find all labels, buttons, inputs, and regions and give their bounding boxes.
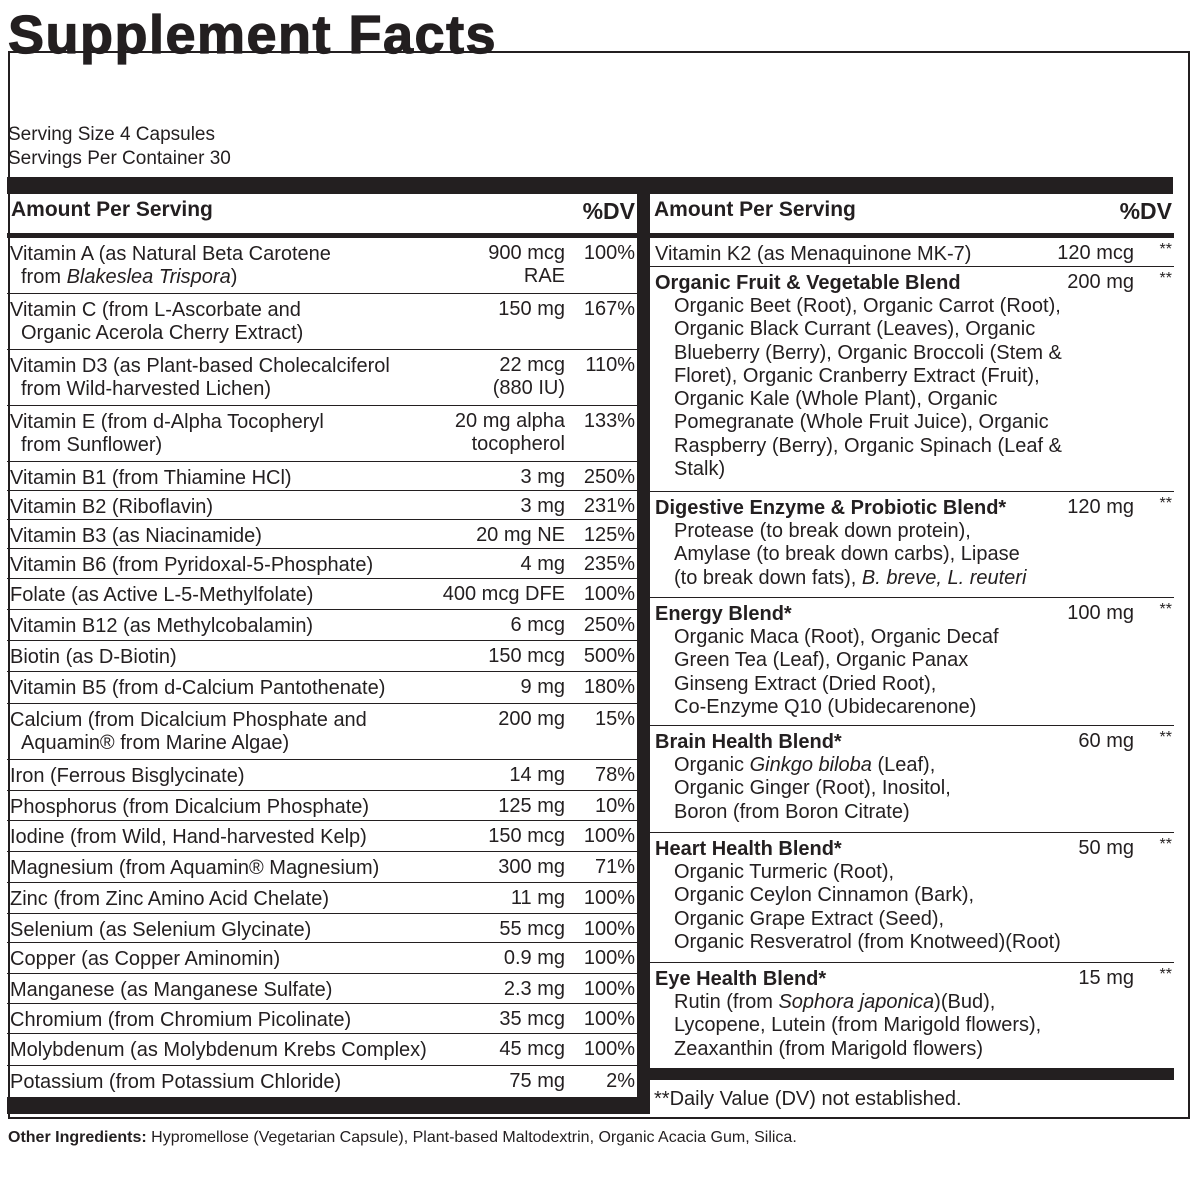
nutrient-amount (405, 856, 565, 879)
blend-name: Vitamin K2 (as Menaquinone MK-7) (655, 243, 972, 265)
nutrient-dv: 78% (594, 764, 635, 786)
nutrient-amount-line1: 4 mg (520, 553, 565, 575)
nutrient-row (7, 294, 637, 350)
nutrient-amount-line1: 35 mcg (499, 1008, 565, 1030)
blend-ingredient-line: Organic Black Currant (Leaves), Organic (674, 318, 1036, 341)
nutrient-amount (405, 825, 565, 848)
nutrient-name (10, 919, 450, 942)
nutrient-name (10, 467, 450, 490)
blend-name: Brain Health Blend* (655, 731, 842, 753)
nutrient-name (10, 584, 450, 607)
nutrient-amount-line1: 20 mg NE (476, 524, 565, 546)
blend-row (650, 726, 1174, 833)
nutrient-dv: 250% (583, 614, 635, 636)
nutrient-amount-line1: 22 mcg (499, 354, 565, 376)
nutrient-name-line1: Vitamin B5 (from d-Calcium Pantothenate) (10, 677, 386, 699)
ingredient-text: Organic (674, 754, 750, 776)
nutrient-dv: 100% (583, 825, 635, 847)
nutrient-row (7, 491, 637, 520)
blend-amount: 15 mg (1078, 967, 1134, 989)
nutrient-name-line1: Biotin (as D-Biotin) (10, 646, 177, 668)
nutrient-name-line1: Phosphorus (from Dicalcium Phosphate) (10, 796, 370, 818)
blend-ingredient-line: Organic Resveratrol (from Knotweed)(Root) (674, 930, 1061, 953)
nutrient-name (10, 948, 450, 971)
nutrient-amount-line1: 2.3 mg (503, 978, 565, 1000)
nutrient-name (10, 709, 450, 755)
ingredient-text: )(Bud), (934, 991, 996, 1013)
nutrient-name-line1: Potassium (from Potassium Chloride) (10, 1071, 342, 1093)
nutrient-row (7, 350, 637, 406)
nutrient-name-line1: Manganese (as Manganese Sulfate) (10, 979, 333, 1001)
bottom-bar-left (7, 1097, 637, 1114)
nutrient-amount (405, 495, 565, 518)
nutrient-row (7, 821, 637, 852)
nutrient-row (7, 791, 637, 821)
nutrient-amount (405, 645, 565, 668)
blend-amount: 60 mg (1078, 730, 1134, 752)
left-rows (7, 238, 637, 1097)
nutrient-name-line1: Iodine (from Wild, Hand-harvested Kelp) (10, 826, 367, 848)
nutrient-row (7, 1004, 637, 1034)
top-divider-bar (7, 177, 1173, 194)
blend-dv: ** (1159, 966, 1172, 983)
nutrient-source-text: from (21, 266, 67, 288)
blend-dv: ** (1159, 270, 1172, 287)
nutrient-dv: 167% (583, 298, 635, 320)
nutrient-amount (405, 1038, 565, 1061)
nutrient-amount (405, 978, 565, 1001)
blend-ingredients (674, 861, 1154, 954)
nutrient-amount (405, 947, 565, 970)
nutrient-name-line1: Chromium (from Chromium Picolinate) (10, 1009, 352, 1031)
nutrient-name-line2: Organic Acerola Cherry Extract) (21, 322, 304, 344)
nutrient-name-line2: from Wild-harvested Lichen) (21, 378, 272, 400)
nutrient-dv: 100% (583, 887, 635, 909)
blend-amount: 50 mg (1078, 837, 1134, 859)
blend-name: Organic Fruit & Vegetable Blend (655, 272, 961, 294)
nutrient-row (7, 672, 637, 704)
nutrient-row (7, 852, 637, 883)
blend-dv: ** (1159, 495, 1172, 512)
nutrient-amount-line1: 14 mg (509, 764, 565, 786)
nutrient-dv: 133% (583, 410, 635, 432)
nutrient-dv: 100% (583, 918, 635, 940)
blend-row (650, 963, 1174, 1073)
blend-row (650, 492, 1174, 598)
nutrient-name-line1: Vitamin B1 (from Thiamine HCl) (10, 467, 292, 489)
blend-dv: ** (1159, 729, 1172, 746)
nutrient-amount-line1: 400 mcg DFE (442, 583, 565, 605)
nutrient-name-line1: Vitamin E (from d-Alpha Tocopheryl (10, 411, 324, 433)
nutrient-row (7, 943, 637, 974)
blend-ingredient-line: Pomegranate (Whole Fruit Juice), Organic (674, 411, 1049, 434)
bottom-bar-right (650, 1068, 1174, 1080)
nutrient-amount-line2: (880 IU) (492, 377, 565, 399)
blend-ingredients (674, 754, 1154, 824)
blend-ingredient-line: Boron (from Boron Citrate) (674, 800, 910, 823)
blend-name: Energy Blend* (655, 603, 792, 625)
nutrient-amount (405, 553, 565, 576)
nutrient-dv: 100% (583, 1008, 635, 1030)
nutrient-row (7, 238, 637, 294)
nutrient-amount-line1: 3 mg (520, 495, 565, 517)
nutrient-name (10, 1039, 450, 1062)
nutrient-dv: 100% (583, 947, 635, 969)
nutrient-name (10, 554, 450, 577)
nutrient-amount-line1: 55 mcg (499, 918, 565, 940)
nutrient-amount-line1: 11 mg (510, 887, 565, 909)
blend-ingredient-line: Lycopene, Lutein (from Marigold flowers), (674, 1014, 1042, 1037)
nutrient-name-line1: Copper (as Copper Aminomin) (10, 948, 281, 970)
nutrient-amount-line1: 9 mg (520, 676, 565, 698)
blend-ingredient-line: Green Tea (Leaf), Organic Panax (674, 649, 969, 672)
other-ingredients-text: Hypromellose (Vegetarian Capsule), Plant-based Maltodextrin, Organic Acacia Gum, Silica. (146, 1129, 797, 1146)
nutrient-row (7, 406, 637, 462)
blend-row (650, 598, 1174, 726)
nutrient-name (10, 857, 450, 880)
nutrient-dv: 110% (585, 354, 635, 376)
nutrient-amount (405, 708, 565, 731)
blend-amount: 200 mg (1067, 271, 1134, 293)
blend-ingredients (674, 520, 1154, 590)
nutrient-name-line1: Vitamin B12 (as Methylcobalamin) (10, 615, 314, 637)
blend-ingredient-line (674, 754, 1154, 777)
nutrient-amount (405, 583, 565, 606)
nutrient-name (10, 826, 450, 849)
nutrient-name-line2: Aquamin® from Marine Algae) (21, 732, 290, 754)
nutrient-amount (405, 918, 565, 941)
ingredient-text: (Leaf), (871, 754, 936, 776)
blend-ingredient-line: Ginseng Extract (Dried Root), (674, 672, 937, 695)
column-divider (637, 194, 650, 1114)
nutrient-amount-line1: 150 mcg (488, 825, 565, 847)
nutrient-dv: 500% (583, 645, 635, 667)
blend-ingredients (674, 626, 1154, 719)
nutrient-amount (405, 410, 565, 456)
nutrient-name (10, 496, 450, 519)
nutrient-dv: 235% (583, 553, 635, 575)
ingredient-italic: B. breve, L. reuteri (861, 566, 1027, 589)
nutrient-name-line1: Vitamin B2 (Riboflavin) (10, 496, 214, 518)
nutrient-name (10, 1071, 450, 1094)
nutrient-amount (405, 242, 565, 288)
nutrient-row (7, 1034, 637, 1066)
nutrient-amount (405, 1070, 565, 1093)
nutrient-amount (405, 298, 565, 321)
left-header-amount: Amount Per Serving (11, 198, 213, 221)
blend-ingredient-line: Co-Enzyme Q10 (Ubidecarenone) (674, 695, 977, 718)
nutrient-name-line1: Molybdenum (as Molybdenum Krebs Complex) (10, 1039, 427, 1061)
blend-ingredient-line: Organic Kale (Whole Plant), Organic (674, 388, 998, 411)
serving-size: Serving Size 4 Capsules (8, 124, 215, 145)
nutrient-amount-line1: 300 mg (498, 856, 565, 878)
blend-ingredient-line: Organic Grape Extract (Seed), (674, 907, 945, 930)
nutrient-amount (405, 887, 565, 910)
blend-name: Digestive Enzyme & Probiotic Blend* (655, 497, 1007, 519)
nutrient-name-line1: Vitamin D3 (as Plant-based Cholecalciferol (10, 355, 390, 377)
nutrient-name-line2: from Sunflower) (21, 434, 163, 456)
nutrient-name (10, 796, 450, 819)
nutrient-row (7, 549, 637, 579)
blend-ingredient-line: Organic Maca (Root), Organic Decaf (674, 626, 999, 648)
right-header-amount: Amount Per Serving (654, 198, 856, 221)
nutrient-amount (405, 524, 565, 547)
other-ingredients (8, 1129, 797, 1147)
blend-ingredient-line: Protease (to break down protein), (674, 520, 971, 542)
nutrient-amount-line2: RAE (523, 265, 565, 287)
nutrient-dv: 180% (583, 676, 635, 698)
blend-ingredients (674, 991, 1154, 1061)
nutrient-amount (405, 764, 565, 787)
left-header-dv: %DV (582, 198, 635, 224)
right-header (650, 194, 1174, 238)
nutrient-amount (405, 795, 565, 818)
nutrient-dv: 10% (594, 795, 635, 817)
nutrient-dv: 2% (606, 1070, 635, 1092)
blend-dv: ** (1159, 241, 1172, 258)
nutrient-name-line2 (10, 266, 450, 289)
nutrient-name-line1: Vitamin C (from L-Ascorbate and (10, 299, 301, 321)
nutrient-name (10, 525, 450, 548)
blend-ingredient-line: Amylase (to break down carbs), Lipase (674, 543, 1020, 566)
page-title: Supplement Facts (8, 5, 498, 65)
nutrient-dv: 15% (594, 708, 635, 730)
nutrient-amount (405, 614, 565, 637)
blend-amount: 120 mg (1067, 496, 1134, 518)
nutrient-amount-line1: 45 mcg (499, 1038, 565, 1060)
nutrient-row (7, 704, 637, 760)
blend-amount: 120 mcg (1057, 242, 1134, 264)
nutrient-name-line1: Zinc (from Zinc Amino Acid Chelate) (10, 888, 329, 910)
blend-ingredient-line: Zeaxanthin (from Marigold flowers) (674, 1037, 983, 1060)
blend-ingredient-line (674, 991, 1154, 1014)
nutrient-dv: 231% (583, 495, 635, 517)
nutrient-amount (405, 1008, 565, 1031)
nutrient-amount-line1: 6 mcg (510, 614, 565, 636)
blend-dv: ** (1159, 836, 1172, 853)
nutrient-dv: 125% (583, 524, 635, 546)
nutrient-row (7, 974, 637, 1004)
right-header-dv: %DV (1119, 198, 1172, 224)
blend-ingredient-line (674, 567, 1154, 590)
nutrient-dv: 100% (583, 1038, 635, 1060)
nutrient-name (10, 615, 450, 638)
blend-dv: ** (1159, 601, 1172, 618)
nutrient-row (7, 641, 637, 672)
left-header (7, 194, 637, 238)
nutrient-row (7, 579, 637, 610)
nutrient-row (7, 883, 637, 914)
nutrient-name (10, 1009, 450, 1032)
blend-amount: 100 mg (1067, 602, 1134, 624)
nutrient-amount (405, 676, 565, 699)
nutrient-name (10, 243, 450, 289)
nutrient-amount-line1: 150 mcg (488, 645, 565, 667)
footnote: **Daily Value (DV) not established. (654, 1088, 962, 1110)
left-column (7, 194, 637, 1097)
blend-ingredient-line: Blueberry (Berry), Organic Broccoli (Stem & (674, 341, 1062, 364)
ingredient-italic: Sophora japonica (778, 991, 935, 1013)
blend-ingredients (674, 295, 1154, 481)
blend-ingredient-line: Organic Ceylon Cinnamon (Bark), (674, 884, 975, 907)
nutrient-name-line1: Calcium (from Dicalcium Phosphate and (10, 709, 367, 731)
nutrient-amount-line1: 900 mcg (488, 242, 565, 264)
nutrient-name-line1: Folate (as Active L-5-Methylfolate) (10, 584, 314, 606)
nutrient-amount-line1: 150 mg (498, 298, 565, 320)
nutrient-row (7, 610, 637, 641)
nutrient-row (7, 760, 637, 791)
nutrient-dv: 250% (583, 466, 635, 488)
nutrient-amount-line2: tocopherol (471, 433, 565, 455)
right-rows (650, 238, 1174, 1073)
nutrient-dv: 100% (583, 978, 635, 1000)
nutrient-name-line1: Vitamin B3 (as Niacinamide) (10, 525, 262, 547)
blend-ingredient-line: Organic Ginger (Root), Inositol, (674, 777, 951, 800)
ingredient-text: Rutin (from (674, 991, 779, 1013)
nutrient-source-close: ) (230, 266, 238, 288)
nutrient-name (10, 411, 450, 457)
nutrient-amount-line1: 200 mg (498, 708, 565, 730)
blend-ingredient-line: Organic Beet (Root), Organic Carrot (Root), (674, 295, 1061, 317)
nutrient-name (10, 979, 450, 1002)
nutrient-amount-line1: 75 mg (509, 1070, 565, 1092)
nutrient-name (10, 355, 450, 401)
blend-ingredient-line: Raspberry (Berry), Organic Spinach (Leaf & (674, 434, 1062, 457)
blend-ingredient-line: Stalk) (674, 458, 726, 481)
blend-row (650, 238, 1174, 267)
blend-ingredient-line: Organic Turmeric (Root), (674, 861, 895, 883)
blend-row (650, 267, 1174, 492)
nutrient-source-italic: Blakeslea Trispora (66, 266, 231, 288)
blend-name: Heart Health Blend* (655, 838, 842, 860)
nutrient-name-line1: Iron (Ferrous Bisglycinate) (10, 765, 245, 787)
right-column (650, 194, 1174, 1073)
nutrient-name (10, 888, 450, 911)
nutrient-row (7, 1066, 637, 1097)
nutrient-name-line1: Magnesium (from Aquamin® Magnesium) (10, 857, 380, 879)
nutrient-row (7, 914, 637, 943)
nutrient-name (10, 677, 450, 700)
nutrient-dv: 100% (583, 583, 635, 605)
nutrient-row (7, 462, 637, 491)
nutrient-amount-line1: 0.9 mg (503, 947, 565, 969)
blend-name: Eye Health Blend* (655, 968, 827, 990)
blend-ingredient-line: Floret), Organic Cranberry Extract (Fruit), (674, 364, 1040, 387)
nutrient-name-line1: Vitamin A (as Natural Beta Carotene (10, 243, 331, 265)
servings-per-container: Servings Per Container 30 (8, 148, 231, 169)
nutrient-name-line1: Selenium (as Selenium Glycinate) (10, 919, 312, 941)
nutrient-amount-line1: 3 mg (520, 466, 565, 488)
ingredient-italic: Ginkgo biloba (749, 754, 872, 776)
nutrient-dv: 71% (594, 856, 635, 878)
nutrient-row (7, 520, 637, 549)
nutrient-amount-line1: 20 mg alpha (454, 410, 565, 432)
nutrient-amount (405, 354, 565, 400)
blend-row (650, 833, 1174, 963)
nutrient-name (10, 299, 450, 345)
nutrient-name (10, 646, 450, 669)
other-ingredients-label: Other Ingredients: (8, 1129, 147, 1146)
nutrient-name-line1: Vitamin B6 (from Pyridoxal-5-Phosphate) (10, 554, 374, 576)
ingredient-text: (to break down fats), (674, 566, 862, 589)
nutrient-dv: 100% (583, 242, 635, 264)
nutrient-name (10, 765, 450, 788)
nutrient-amount-line1: 125 mg (498, 795, 565, 817)
nutrient-amount (405, 466, 565, 489)
